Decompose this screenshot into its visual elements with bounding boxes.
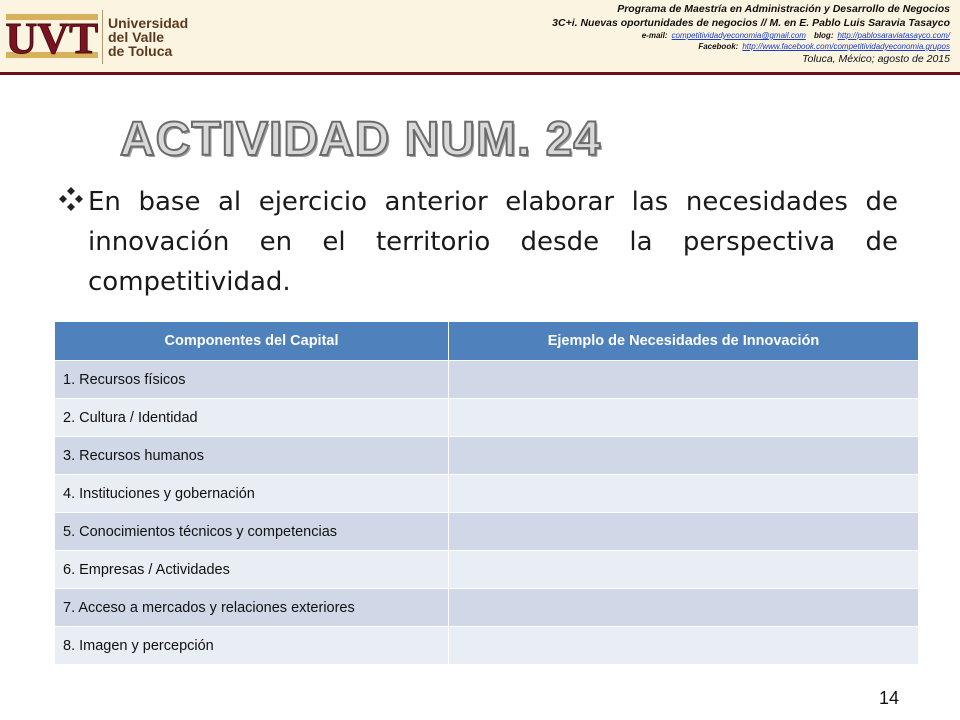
component-cell: 5. Conocimientos técnicos y competencias (55, 513, 449, 551)
component-cell: 4. Instituciones y gobernación (55, 475, 449, 513)
university-logo (6, 4, 189, 68)
header-info (330, 2, 950, 66)
course-name: 3C+i. Nuevas oportunidades de negocios // M. en E. Pablo Luis Saravia Tasayco (552, 17, 950, 29)
email-label: e-mail: (641, 31, 668, 40)
component-cell: 1. Recursos físicos (55, 361, 449, 399)
need-cell[interactable] (449, 627, 919, 665)
table-header-row (55, 322, 919, 361)
slide-title: ACTIVIDAD NUM. 24 (120, 113, 602, 166)
need-cell[interactable] (449, 589, 919, 627)
column-header-components: Componentes del Capital (55, 322, 449, 361)
table-row (55, 475, 919, 513)
component-cell: 7. Acceso a mercados y relaciones exteriores (55, 589, 449, 627)
component-cell: 3. Recursos humanos (55, 437, 449, 475)
blog-link[interactable]: http://pablosaraviatasayco.com/ (837, 31, 950, 40)
column-header-needs: Ejemplo de Necesidades de Innovación (449, 322, 919, 361)
need-cell[interactable] (449, 551, 919, 589)
component-cell: 8. Imagen y percepción (55, 627, 449, 665)
facebook-line (330, 41, 950, 52)
table-row (55, 399, 919, 437)
need-cell[interactable] (449, 399, 919, 437)
blog-label: blog: (813, 31, 834, 40)
uvt-logo-icon (6, 6, 98, 66)
table-row (55, 513, 919, 551)
diamond-bullet-icon (58, 186, 84, 212)
need-cell[interactable] (449, 513, 919, 551)
bullet-paragraph (58, 182, 898, 302)
bullet-text: En base al ejercicio anterior elaborar las necesidades de innovación en el territorio desde la perspectiva de competitividad. (88, 187, 898, 297)
logo-text (108, 16, 188, 58)
table-row (55, 589, 919, 627)
table-row (55, 437, 919, 475)
component-cell: 6. Empresas / Actividades (55, 551, 449, 589)
page-number: 14 (878, 688, 900, 708)
need-cell[interactable] (449, 361, 919, 399)
need-cell[interactable] (449, 437, 919, 475)
header-band (0, 0, 960, 72)
component-cell: 2. Cultura / Identidad (55, 399, 449, 437)
logo-line-1: Universidad (108, 15, 189, 31)
logo-mark-text: UVT (6, 14, 98, 63)
email-link[interactable]: competitividadyeconomia@gmail.com (671, 31, 806, 40)
contact-line (330, 30, 950, 41)
need-cell[interactable] (449, 475, 919, 513)
header-divider (0, 72, 960, 75)
logo-line-3: de Toluca (108, 43, 173, 59)
capital-table (54, 321, 918, 665)
table-row (55, 361, 919, 399)
logo-divider (102, 10, 103, 64)
program-name: Programa de Maestría en Administración y Desarrollo de Negocios (617, 3, 950, 15)
facebook-link[interactable]: http://www.facebook.com/competitividadyeconomia.grupos (742, 42, 950, 51)
table-row (55, 627, 919, 665)
logo-line-2: del Valle (108, 29, 165, 45)
facebook-label: Facebook: (698, 42, 739, 51)
table-row (55, 551, 919, 589)
place-date: Toluca, México; agosto de 2015 (802, 53, 950, 65)
